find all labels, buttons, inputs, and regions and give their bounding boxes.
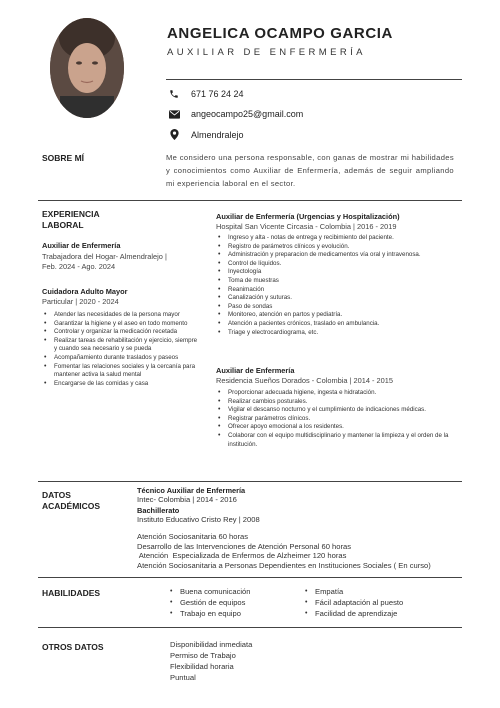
list-item: • Vigilar el descanso nocturno y el cumplimiento de indicaciones médicas. — [216, 406, 456, 415]
list-item: • Atender las necesidades de la persona mayor — [42, 311, 200, 320]
other-item: Disponibilidad inmediata — [170, 640, 253, 649]
list-item: • Triage y electrocardiograma, etc. — [216, 329, 466, 338]
other-item: Permiso de Trabajo — [170, 651, 236, 660]
education-divider — [38, 577, 462, 578]
right-job-1 — [216, 212, 466, 337]
course-item: Atención Sociosanitaria a Personas Dependientes en Instituciones Sociales ( En curso) — [137, 560, 431, 570]
list-item: • Paso de sondas — [216, 303, 466, 312]
skill-item: • Facilidad de aprendizaje — [303, 608, 453, 619]
list-item: • Canalización y suturas. — [216, 294, 466, 303]
education-courses — [137, 532, 467, 570]
list-item: • Encargarse de las comidas y casa — [42, 380, 200, 389]
course-item: Desarrollo de las Intervenciones de Atención Personal 60 horas — [137, 541, 352, 551]
experience-title-line1: EXPERIENCIA — [42, 209, 100, 219]
degree-school: Intec- Colombia | 2014 - 2016 — [137, 495, 237, 504]
contact-phone — [167, 89, 244, 99]
degree-school: Instituto Educativo Cristo Rey | 2008 — [137, 514, 260, 524]
job-title: Auxiliar de Enfermería (Urgencias y Hospitalización) — [216, 212, 400, 221]
experience-title — [42, 209, 100, 231]
degree-title: Técnico Auxiliar de Enfermería — [137, 486, 246, 495]
job-title: Auxiliar de Enfermería — [42, 241, 121, 250]
list-item: • Realizar tareas de rehabilitación y ejercicio, siempre y cuando sea necesario y se pueda — [42, 337, 200, 354]
job-duties — [216, 389, 456, 449]
location-pin-icon — [167, 129, 181, 140]
skill-item: • Trabajo en equipo — [168, 608, 298, 619]
list-item: • Acompañamiento durante traslados y paseos — [42, 354, 200, 363]
candidate-name: ANGELICA OCAMPO GARCIA — [167, 25, 393, 42]
skill-item: • Empatía — [303, 586, 453, 597]
list-item: • Controlar y organizar la medicación recetada — [42, 328, 200, 337]
list-item: • Reanimación — [216, 286, 466, 295]
experience-title-line2: LABORAL — [42, 220, 84, 230]
mail-icon — [167, 110, 181, 119]
list-item: • Ingreso y alta - notas de entrega y recibimiento del paciente. — [216, 234, 466, 243]
list-item: • Control de líquidos. — [216, 260, 466, 269]
job-company: Residencia Sueños Dorados - Colombia | 2014 - 2015 — [216, 376, 393, 385]
experience-divider — [38, 481, 462, 482]
job-company: Trabajadora del Hogar- Almendralejo | — [42, 252, 167, 261]
other-item: Puntual — [170, 673, 196, 682]
other-list — [170, 639, 370, 683]
course-item: Atención Especializada de Enfermos de Alzheimer 120 horas — [137, 551, 347, 560]
skill-item: • Buena comunicación — [168, 586, 298, 597]
skill-item: • Gestión de equipos — [168, 597, 298, 608]
skills-title: HABILIDADES — [42, 588, 101, 598]
skills-divider — [38, 627, 462, 628]
job-company: Hospital San Vicente Circasia - Colombia | 2016 - 2019 — [216, 222, 397, 231]
contact-email — [167, 109, 303, 119]
education-title-line1: DATOS — [42, 490, 71, 500]
phone-icon — [167, 89, 181, 99]
list-item: • Garantizar la higiene y el aseo en todo momento — [42, 320, 200, 329]
list-item: • Atención a pacientes crónicos, traslado en ambulancia. — [216, 320, 466, 329]
list-item: • Administración y preparacion de medicamentos vía oral y intravenosa. — [216, 251, 466, 260]
job-company: Particular | 2020 - 2024 — [42, 297, 119, 306]
list-item: • Inyectología — [216, 268, 466, 277]
education-degrees — [137, 486, 457, 524]
header-divider — [166, 79, 462, 80]
contact-location — [167, 129, 244, 140]
other-title: OTROS DATOS — [42, 642, 104, 652]
skills-column-2 — [303, 586, 453, 619]
job-dates: Feb. 2024 - Ago. 2024 — [42, 262, 116, 271]
about-divider — [38, 200, 462, 201]
list-item: • Realizar cambios posturales. — [216, 398, 456, 407]
skills-column-1 — [168, 586, 298, 619]
list-item: • Proporcionar adecuada higiene, ingesta e hidratación. — [216, 389, 456, 398]
degree-title: Bachillerato — [137, 505, 180, 515]
about-title: SOBRE MÍ — [42, 153, 85, 163]
list-item: • Registro de parámetros clínicos y evolución. — [216, 243, 466, 252]
location-text: Almendralejo — [191, 129, 244, 140]
list-item: • Fomentar las relaciones sociales y la cercanía para mantener activa la salud mental — [42, 363, 200, 380]
job-duties — [42, 311, 200, 388]
list-item: • Toma de muestras — [216, 277, 466, 286]
profile-photo — [50, 18, 124, 118]
phone-text[interactable]: 671 76 24 24 — [191, 89, 244, 99]
job-title: Auxiliar de Enfermería — [216, 366, 295, 375]
job-title: Cuidadora Adulto Mayor — [42, 287, 128, 296]
left-job-1 — [42, 241, 207, 272]
about-text: Me considero una persona responsable, con ganas de mostrar mi habilidades y conocimientos como Auxiliar de Enfermería, además de seguir ampliando mi experiencia laboral en el sector. — [166, 153, 454, 188]
course-item: Atención Sociosanitaria 60 horas — [137, 532, 249, 541]
skill-item: • Fácil adaptación al puesto — [303, 597, 453, 608]
list-item: • Registrar parámetros clínicos. — [216, 415, 456, 424]
education-title — [42, 490, 100, 512]
other-item: Flexibilidad horaria — [170, 662, 234, 671]
left-job-2 — [42, 287, 200, 388]
job-duties — [216, 234, 466, 337]
list-item: • Ofrecer apoyo emocional a los residentes. — [216, 423, 456, 432]
email-text[interactable]: angeocampo25@gmail.com — [191, 109, 304, 119]
list-item: • Colaborar con el equipo multidisciplinario y mantener la limpieza y el orden de la institución. — [216, 432, 456, 449]
right-job-2 — [216, 366, 456, 449]
candidate-role: AUXILIAR DE ENFERMERÍA — [167, 47, 366, 58]
education-title-line2: ACADÉMICOS — [42, 501, 101, 511]
list-item: • Monitoreo, atención en partos y pediatría. — [216, 311, 466, 320]
